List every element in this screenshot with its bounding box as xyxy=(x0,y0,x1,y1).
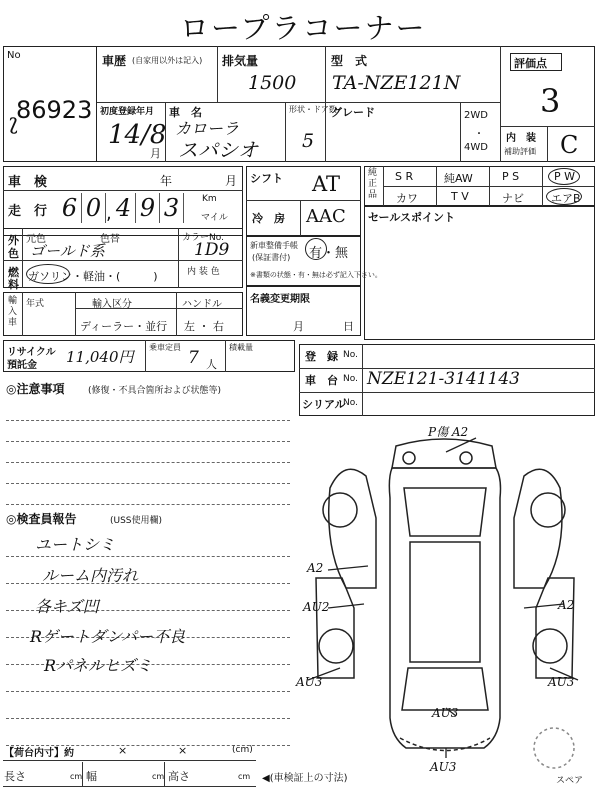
inspector-line-1: ユートシミ xyxy=(35,535,116,554)
opt-pw-circle xyxy=(548,168,580,185)
history-sub: (自家用以外は記入) xyxy=(132,56,203,65)
cargo-label: 【荷台内寸】約 xyxy=(4,748,74,759)
dims-height: 高さ xyxy=(168,770,190,783)
opt-leather: カワ xyxy=(396,192,418,205)
mileage-digit: 0 xyxy=(82,193,106,223)
divider xyxy=(3,786,256,787)
divider xyxy=(246,200,361,201)
note-rule xyxy=(6,504,290,505)
divider xyxy=(489,166,490,206)
mark-bottom-au3: AU3 xyxy=(430,760,457,774)
wheel-rear-right xyxy=(533,629,567,663)
opt-navi: ナビ xyxy=(502,192,524,205)
spare-tire xyxy=(534,728,574,768)
note-rule xyxy=(6,420,290,421)
ac-label: 冷 房 xyxy=(252,212,285,225)
cargo-times2: × xyxy=(178,744,188,757)
cargo-times1: × xyxy=(118,744,128,757)
divider xyxy=(500,46,501,162)
chassis-no: No. xyxy=(343,374,358,384)
divider xyxy=(542,166,543,206)
dims-length: 長さ xyxy=(4,770,26,783)
mark-front: P傷 A2 xyxy=(428,425,469,439)
inspection-label: 車 検 xyxy=(8,175,48,190)
chassis-value: NZE121-3141143 xyxy=(367,369,520,389)
capacity-value: 7 xyxy=(188,348,199,368)
color-code-value: 1D9 xyxy=(194,240,230,260)
displacement-label: 排気量 xyxy=(222,54,259,68)
manual-sub: (保証書付) xyxy=(252,253,291,262)
drive-2wd: 2WD xyxy=(464,110,488,121)
divider xyxy=(176,292,177,336)
inspector-label: ◎検査員報告 xyxy=(6,512,77,526)
color-label2: 色 xyxy=(8,247,19,260)
import-class-label: 輸入区分 xyxy=(92,299,132,310)
divider xyxy=(300,200,301,236)
car-name-line1: カローラ xyxy=(175,119,240,138)
fuel-label1: 燃 xyxy=(8,266,19,279)
mileage-digits xyxy=(58,193,198,225)
opt-pw: P W xyxy=(554,170,576,183)
interior-color-label: 内 装 色 xyxy=(187,267,220,277)
page-title: ロープラコーナー xyxy=(180,11,427,45)
inspector-line-5: Rパネルヒズミ xyxy=(44,656,153,675)
mileage-comma: , xyxy=(106,203,112,224)
doors-value: 5 xyxy=(302,130,315,152)
color-value: ゴールド系 xyxy=(30,242,105,260)
inspection-year: 年 xyxy=(160,174,173,188)
note-rule xyxy=(6,441,290,442)
chassis-label: 車 台 xyxy=(305,374,338,387)
manual-value: 有・無 xyxy=(309,246,349,261)
import-handle-value: 左 ・ 右 xyxy=(184,320,224,333)
recycle-value: 11,040円 xyxy=(66,348,134,366)
drive-dot: ・ xyxy=(474,129,484,140)
rear-window xyxy=(402,668,488,710)
sales-point-block xyxy=(364,206,595,340)
manual-label: 新車整備手帳 xyxy=(250,241,298,250)
mark-left-au2: AU2 xyxy=(303,600,330,614)
interior-label: 内 装 xyxy=(506,133,536,144)
displacement-value: 1500 xyxy=(248,72,297,94)
import-side-label: 輸入車 xyxy=(8,296,18,328)
rating-value: 3 xyxy=(540,82,561,120)
divider xyxy=(362,344,363,416)
serial-label: シリアル xyxy=(302,398,346,411)
divider xyxy=(22,292,23,336)
inspector-rule xyxy=(6,556,290,557)
drive-4wd: 4WD xyxy=(464,142,488,153)
opt-ps: P S xyxy=(502,170,520,183)
divider xyxy=(225,340,226,372)
inspector-line-3: 各キズ凹 xyxy=(35,597,99,616)
divider xyxy=(460,102,461,162)
mark-left-au3: AU3 xyxy=(296,675,323,689)
first-reg-unit: 月 xyxy=(150,147,161,160)
divider xyxy=(75,292,76,336)
color-code-label: カラーNo. xyxy=(182,233,224,243)
divider xyxy=(3,190,243,191)
mirror-right xyxy=(460,452,472,464)
dims-cm-3: cm xyxy=(238,772,251,781)
divider xyxy=(547,126,548,162)
opt-sr: S R xyxy=(395,170,414,183)
divider xyxy=(164,762,165,786)
load-label: 積載量 xyxy=(229,343,253,352)
color-label1: 外 xyxy=(8,234,19,247)
divider xyxy=(285,102,286,162)
divider xyxy=(22,228,23,288)
fuel-options: ガソリン・軽油・( ) xyxy=(28,270,158,283)
opt-airbag: エアB xyxy=(551,192,581,205)
mileage-digit: 3 xyxy=(160,193,184,223)
divider xyxy=(217,46,218,102)
cargo-unit: (cm) xyxy=(232,745,253,755)
mark-left-a2: A2 xyxy=(307,561,324,575)
divider xyxy=(145,340,146,372)
car-damage-diagram xyxy=(296,418,596,778)
opt-tv: T V xyxy=(451,190,469,203)
dims-width: 幅 xyxy=(86,770,97,783)
divider xyxy=(3,760,256,761)
lot-bracket: ʅ xyxy=(8,110,19,135)
roof-panel xyxy=(410,542,480,662)
manual-yes-circle xyxy=(305,238,327,260)
model-label: 型 式 xyxy=(331,54,368,68)
wheel-front-right xyxy=(531,493,565,527)
divider xyxy=(299,392,595,393)
opt-aw: 純AW xyxy=(444,172,473,185)
color-change-label: 色替 xyxy=(100,234,120,245)
inspector-line-4: Rゲートダンパー不良 xyxy=(30,627,186,646)
mirror-left xyxy=(403,452,415,464)
mileage-unit-km: Km xyxy=(202,194,217,204)
divider xyxy=(436,166,437,206)
notes-label: ◎注意事項 xyxy=(6,382,65,396)
name-change-label: 名義変更期限 xyxy=(250,294,310,305)
car-name-label: 車 名 xyxy=(169,106,202,119)
mileage-digit: 4 xyxy=(112,193,136,223)
opt-airbag-circle xyxy=(546,188,582,205)
history-label: 車歴 xyxy=(102,54,127,68)
grade-label: グレード xyxy=(331,106,375,119)
import-year-label: 年式 xyxy=(26,299,45,309)
import-handle-label: ハンドル xyxy=(182,299,222,310)
mileage-unit-mile: マイル xyxy=(201,213,228,223)
shift-value: AT xyxy=(312,172,341,196)
note-rule xyxy=(6,462,290,463)
dims-note: ◀(車検証上の寸法) xyxy=(262,773,348,784)
lot-number: 86923 xyxy=(16,96,93,124)
mark-rear-au3: AU3 xyxy=(432,706,459,720)
wheel-rear-left xyxy=(319,629,353,663)
fuel-gasoline-circle xyxy=(26,264,70,284)
options-side-label: 純正品 xyxy=(368,168,378,200)
mileage-label: 走 行 xyxy=(8,204,48,219)
mark-right-au3: AU3 xyxy=(548,675,575,689)
first-reg-label: 初度登録年月 xyxy=(100,107,155,117)
registration-no: No. xyxy=(343,350,358,360)
left-door-outline xyxy=(329,469,376,588)
capacity-label: 乗車定員 xyxy=(149,343,181,352)
capacity-unit: 人 xyxy=(206,358,217,371)
name-change-month: 月 xyxy=(293,320,304,333)
interior-sub: 補助評価 xyxy=(504,147,536,156)
inspector-sub: (USS使用欄) xyxy=(110,516,163,526)
serial-no: No. xyxy=(343,398,358,408)
mileage-digit: 6 xyxy=(58,193,82,223)
inspector-rule xyxy=(6,718,290,719)
windshield xyxy=(404,488,486,536)
recycle-label1: リサイクル xyxy=(7,347,56,358)
mark-right-a2: A2 xyxy=(558,598,575,612)
car-name-line2: スパシオ xyxy=(178,138,258,162)
divider xyxy=(97,102,500,103)
ac-value: AAC xyxy=(306,206,346,227)
divider xyxy=(178,228,179,288)
mileage-digit: 9 xyxy=(136,193,160,223)
notes-sub: (修復・不具合箇所および状態等) xyxy=(88,386,222,396)
note-rule xyxy=(6,483,290,484)
divider xyxy=(82,762,83,786)
inspector-rule xyxy=(6,691,290,692)
doors-label: 形状・ドア数 xyxy=(289,105,337,114)
spare-label: スペア xyxy=(556,776,584,786)
import-class-value: ディーラー・並行 xyxy=(80,320,168,333)
first-reg-value: 14/8 xyxy=(108,120,167,150)
registration-label: 登 録 xyxy=(305,350,338,363)
interior-value: C xyxy=(560,131,579,159)
fuel-label2: 料 xyxy=(8,278,19,291)
color-orig-label: 元色 xyxy=(26,234,46,245)
model-value: TA-NZE121N xyxy=(332,72,461,94)
rating-label: 評価点 xyxy=(514,57,547,70)
right-door-outline xyxy=(514,469,562,588)
dims-cm-2: cm xyxy=(152,772,165,781)
name-change-day: 日 xyxy=(343,320,354,333)
manual-note: ※書類の状態・有・無は必ず記入下さい。 xyxy=(250,271,382,279)
shift-label: シフト xyxy=(250,172,283,185)
inspector-line-2: ルーム内汚れ xyxy=(42,566,139,585)
sales-point-label: セールスポイント xyxy=(368,211,456,224)
recycle-label2: 預託金 xyxy=(7,360,37,371)
lot-no-label: No xyxy=(7,50,21,61)
inspection-month: 月 xyxy=(225,174,238,188)
dims-cm-1: cm xyxy=(70,772,83,781)
